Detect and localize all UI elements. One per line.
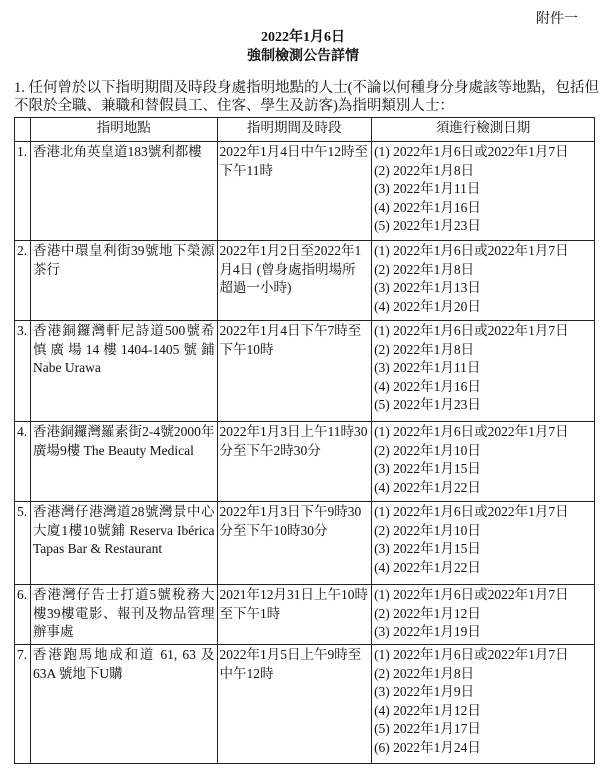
row-number: 3. (15, 321, 31, 422)
row-location: 香港銅鑼灣羅素街2-4號2000年廣場9樓 The Beauty Medical (30, 422, 217, 502)
row-test-dates (372, 645, 595, 764)
test-date: (3) 2022年1月19日 (374, 624, 481, 639)
row-test-dates (372, 585, 595, 645)
header-period: 指明期間及時段 (217, 118, 372, 142)
header-number (15, 118, 31, 142)
header-test-dates: 須進行檢測日期 (372, 118, 595, 142)
test-date: (2) 2022年1月8日 (374, 341, 475, 357)
table-row (15, 241, 595, 321)
row-location: 香港銅鑼灣軒尼詩道500號希慎廣場14樓1404-1405號鋪 Nabe Urawa (30, 321, 217, 422)
row-period: 2022年1月4日中午12時至下午11時 (217, 142, 372, 241)
intro-paragraph: 1. 任何曾於以下指明期間及時段身處指明地點的人士(不論以何種身分身處該等地點，包括但不限於全職、兼職和替假員工、住客、學生及訪客)為指明類別人士： (14, 80, 599, 114)
test-date: (3) 2022年1月11日 (374, 181, 481, 196)
row-number: 5. (15, 502, 31, 585)
row-period: 2021年12月31日上午10時至下午1時 (217, 585, 372, 645)
row-test-dates (372, 142, 595, 241)
test-date: (1) 2022年1月6日或2022年1月7日 (374, 647, 569, 662)
test-date: (4) 2022年1月20日 (374, 298, 481, 314)
row-test-dates (372, 422, 595, 502)
test-date: (2) 2022年1月10日 (374, 442, 481, 458)
test-date: (1) 2022年1月6日或2022年1月7日 (374, 323, 569, 338)
row-number: 7. (15, 645, 31, 764)
test-date: (1) 2022年1月6日或2022年1月7日 (374, 587, 569, 602)
table-row (15, 142, 595, 241)
row-period: 2022年1月5日上午9時至中午12時 (217, 645, 372, 764)
test-date: (3) 2022年1月15日 (374, 461, 481, 476)
table-row (15, 321, 595, 422)
row-test-dates (372, 241, 595, 321)
test-date: (4) 2022年1月16日 (374, 378, 481, 394)
test-date: (3) 2022年1月13日 (374, 280, 481, 295)
document-date: 2022年1月6日 (261, 30, 345, 45)
test-date: (2) 2022年1月8日 (374, 162, 475, 178)
row-location: 香港灣仔告士打道5號稅務大樓39樓電影、報刊及物品管理辦事處 (30, 585, 217, 645)
test-date: (3) 2022年1月11日 (374, 360, 481, 375)
test-date: (1) 2022年1月6日或2022年1月7日 (374, 424, 569, 439)
row-test-dates (372, 321, 595, 422)
header-location: 指明地點 (30, 118, 217, 142)
test-date: (1) 2022年1月6日或2022年1月7日 (374, 243, 569, 258)
test-date: (1) 2022年1月6日或2022年1月7日 (374, 144, 569, 159)
document-title: 強制檢測公告詳情 (247, 49, 359, 64)
row-location: 香港跑馬地成和道 61, 63 及 63A 號地下U購 (30, 645, 217, 764)
test-date: (4) 2022年1月22日 (374, 479, 481, 495)
test-date: (4) 2022年1月12日 (374, 702, 481, 718)
row-period: 2022年1月3日上午11時30分至下午2時30分 (217, 422, 372, 502)
test-date: (1) 2022年1月6日或2022年1月7日 (374, 504, 569, 519)
table-row (15, 422, 595, 502)
test-date: (6) 2022年1月24日 (374, 739, 481, 755)
row-period: 2022年1月3日下午9時30分至下午10時30分 (217, 502, 372, 585)
table-row (15, 645, 595, 764)
table-header-row (15, 118, 595, 142)
table-row (15, 502, 595, 585)
row-number: 6. (15, 585, 31, 645)
test-date: (3) 2022年1月9日 (374, 684, 475, 699)
test-date: (2) 2022年1月12日 (374, 605, 481, 621)
row-number: 2. (15, 241, 31, 321)
annex-label: 附件一 (536, 12, 578, 27)
row-period: 2022年1月2日至2022年1月4日 (曾身處指明場所超過一小時) (217, 241, 372, 321)
row-number: 4. (15, 422, 31, 502)
row-location: 香港灣仔港灣道28號灣景中心大廈1樓10號鋪 Reserva Ibérica Tapas Bar & Restaurant (30, 502, 217, 585)
test-date: (4) 2022年1月22日 (374, 559, 481, 575)
row-number: 1. (15, 142, 31, 241)
test-date: (5) 2022年1月23日 (374, 397, 481, 412)
table-row (15, 585, 595, 645)
row-period: 2022年1月4日下午7時至下午10時 (217, 321, 372, 422)
row-test-dates (372, 502, 595, 585)
row-location: 香港北角英皇道183號利都樓 (30, 142, 217, 241)
test-date: (4) 2022年1月16日 (374, 199, 481, 215)
test-date: (3) 2022年1月15日 (374, 541, 481, 556)
test-date: (5) 2022年1月17日 (374, 721, 481, 736)
test-date: (2) 2022年1月8日 (374, 665, 475, 681)
test-date: (5) 2022年1月23日 (374, 218, 481, 233)
test-date: (2) 2022年1月10日 (374, 522, 481, 538)
specified-premises-table (14, 117, 595, 764)
row-location: 香港中環皇利街39號地下榮源茶行 (30, 241, 217, 321)
test-date: (2) 2022年1月8日 (374, 261, 475, 277)
